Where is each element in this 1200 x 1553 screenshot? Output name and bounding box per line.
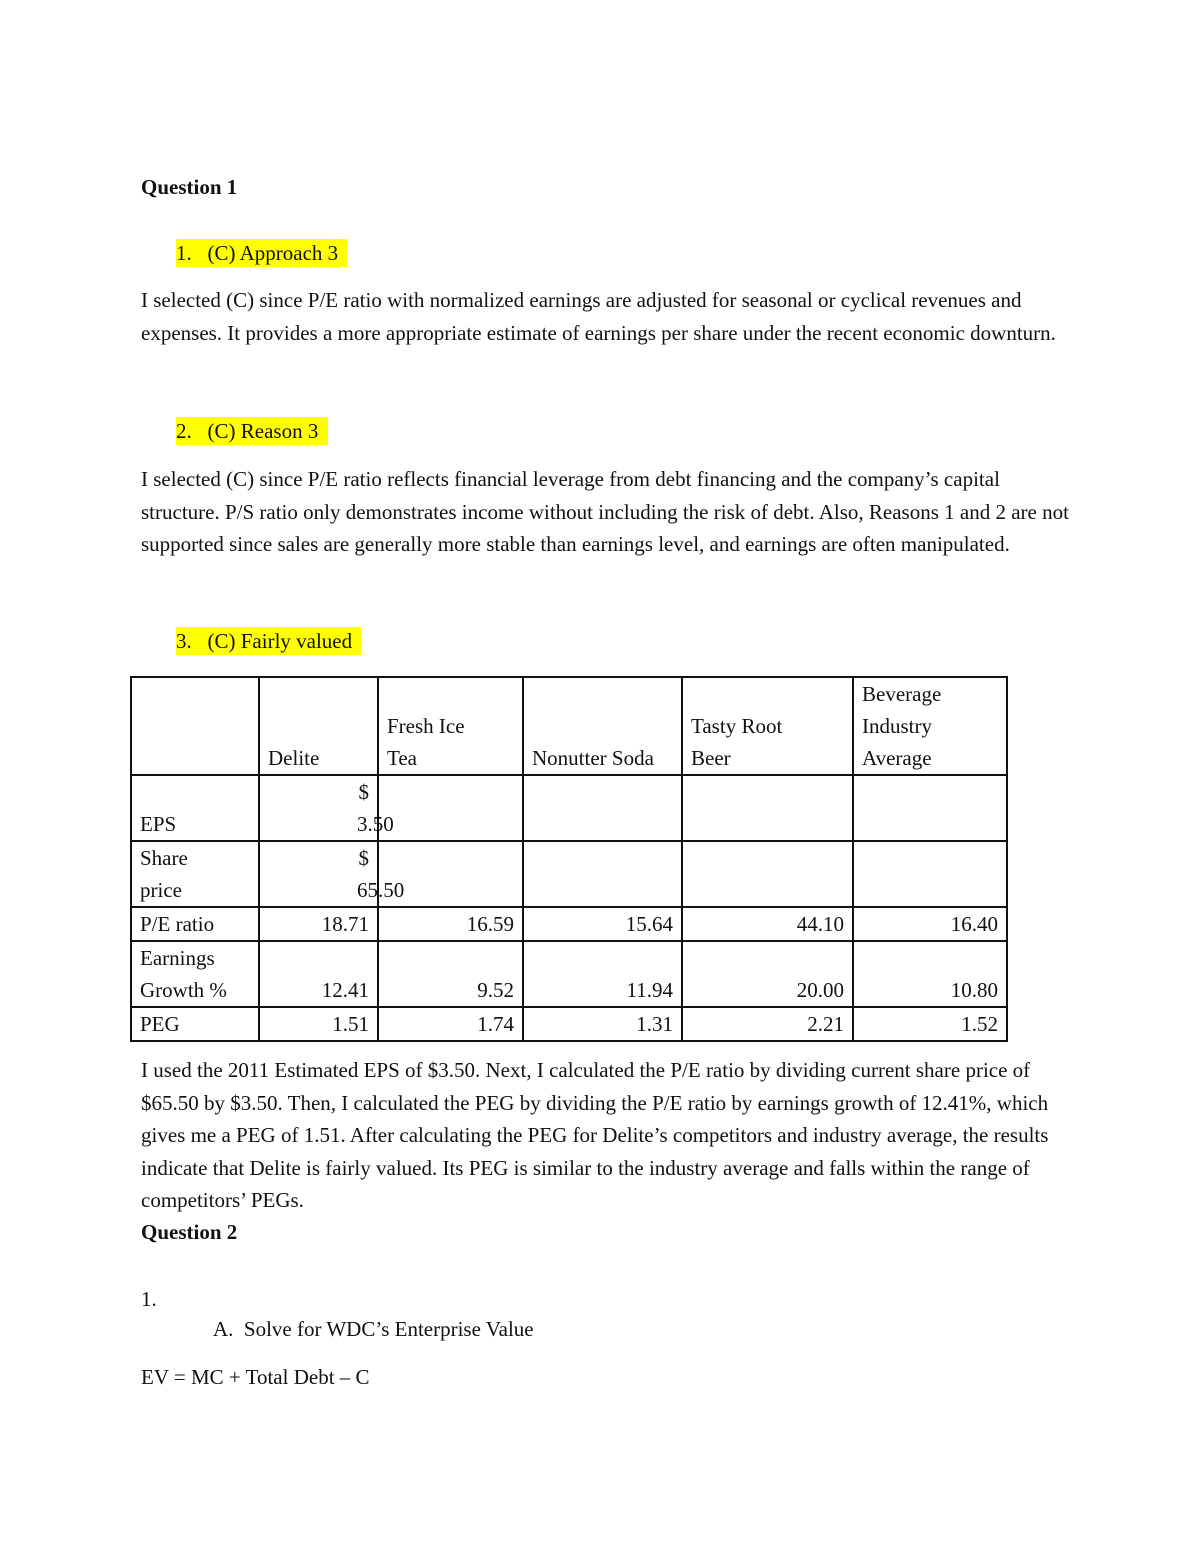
cell-eps-fresh-ice-tea (378, 775, 523, 841)
cell-eps-delite-text: $ 3.50 (357, 780, 394, 836)
answer-1-explanation: I selected (C) since P/E ratio with normalized earnings are adjusted for seasonal or cyclical revenues and expenses. It provides a more appropriate estimate of earnings per share under the recent economic downturn. (141, 288, 1056, 345)
peg-comparison-table (130, 676, 1008, 1042)
question-2-heading: Question 2 (141, 1220, 238, 1244)
sub-a-letter: A. (213, 1317, 234, 1341)
cell-share-price-tasty-root-beer (682, 841, 853, 907)
header-cell-industry-average (853, 677, 1007, 775)
question-1-heading: Question 1 (141, 175, 238, 199)
row-label-earnings-growth-text: Earnings Growth % (140, 946, 227, 1002)
row-label-eps: EPS (131, 775, 259, 841)
table-row-earnings-growth (131, 941, 1007, 1007)
answer-3-label: (C) Fairly valued (207, 629, 353, 653)
cell-eps-tasty-root-beer (682, 775, 853, 841)
question-2-sub-a (213, 1313, 534, 1345)
header-cell-tasty-root-beer (682, 677, 853, 775)
answer-1-label: (C) Approach 3 (207, 241, 339, 265)
cell-growth-tasty-root-beer: 20.00 (682, 941, 853, 1007)
header-tasty-root-beer-text: Tasty Root Beer (691, 714, 783, 770)
row-label-pe-ratio: P/E ratio (131, 907, 259, 941)
answer-3-highlight (176, 627, 361, 655)
row-label-share-price-text: Share price (140, 846, 188, 902)
cell-pe-industry-average: 16.40 (853, 907, 1007, 941)
header-cell-empty (131, 677, 259, 775)
answer-3-number: 3. (176, 629, 192, 653)
question-2-item-1-number: 1. (141, 1287, 157, 1311)
cell-growth-nonutter-soda: 11.94 (523, 941, 682, 1007)
header-cell-nonutter-soda: Nonutter Soda (523, 677, 682, 775)
row-label-share-price (131, 841, 259, 907)
cell-share-price-delite-text: $ 65.50 (357, 846, 405, 902)
cell-share-price-nonutter-soda (523, 841, 682, 907)
cell-share-price-industry-average (853, 841, 1007, 907)
cell-pe-nonutter-soda: 15.64 (523, 907, 682, 941)
cell-pe-delite: 18.71 (259, 907, 378, 941)
table-row-eps (131, 775, 1007, 841)
table-row-pe-ratio (131, 907, 1007, 941)
answer-1-number: 1. (176, 241, 192, 265)
answer-2-highlight (176, 417, 328, 445)
cell-eps-delite (259, 775, 394, 841)
cell-eps-nonutter-soda (523, 775, 682, 841)
sub-a-text: Solve for WDC’s Enterprise Value (243, 1317, 534, 1341)
header-cell-fresh-ice-tea (378, 677, 523, 775)
cell-peg-industry-average: 1.52 (853, 1007, 1007, 1041)
answer-3-explanation: I used the 2011 Estimated EPS of $3.50. Next, I calculated the P/E ratio by dividing current share price of $65.50 by $3.50. Then, I calculated the PEG by dividing the P/E ratio by earnings growth of 12.41%, which gives me a PEG of 1.51. After calculating the PEG for Delite’s competitors and industry average, the results indicate that Delite is fairly valued. Its PEG is similar to the industry average and falls within the range of competitors’ PEGs. (141, 1058, 1049, 1212)
enterprise-value-formula: EV = MC + Total Debt – C (141, 1365, 370, 1389)
cell-peg-fresh-ice-tea: 1.74 (378, 1007, 523, 1041)
cell-growth-industry-average: 10.80 (853, 941, 1007, 1007)
header-industry-average-text: Beverage Industry Average (862, 682, 942, 770)
cell-growth-delite: 12.41 (259, 941, 378, 1007)
header-cell-delite: Delite (259, 677, 378, 775)
cell-eps-industry-average (853, 775, 1007, 841)
answer-3-item (176, 625, 361, 657)
answer-2-label: (C) Reason 3 (207, 419, 319, 443)
answer-1-highlight (176, 239, 347, 267)
table-row-peg (131, 1007, 1007, 1041)
cell-peg-nonutter-soda: 1.31 (523, 1007, 682, 1041)
table-row-share-price (131, 841, 1007, 907)
answer-2-item (176, 415, 328, 447)
row-label-peg: PEG (131, 1007, 259, 1041)
cell-share-price-delite (259, 841, 405, 907)
cell-pe-tasty-root-beer: 44.10 (682, 907, 853, 941)
answer-2-explanation: I selected (C) since P/E ratio reflects financial leverage from debt financing and the company’s capital structure. P/S ratio only demonstrates income without including the risk of debt. Also, Reasons 1 and 2 are not supported since sales are generally more stable than earnings level, and earnings are often manipulated. (141, 467, 1069, 556)
table-header-row (131, 677, 1007, 775)
cell-peg-delite: 1.51 (259, 1007, 378, 1041)
answer-1-item (176, 237, 347, 269)
header-fresh-ice-tea-text: Fresh Ice Tea (387, 714, 465, 770)
cell-pe-fresh-ice-tea: 16.59 (378, 907, 523, 941)
cell-peg-tasty-root-beer: 2.21 (682, 1007, 853, 1041)
answer-2-number: 2. (176, 419, 192, 443)
row-label-earnings-growth (131, 941, 259, 1007)
cell-growth-fresh-ice-tea: 9.52 (378, 941, 523, 1007)
